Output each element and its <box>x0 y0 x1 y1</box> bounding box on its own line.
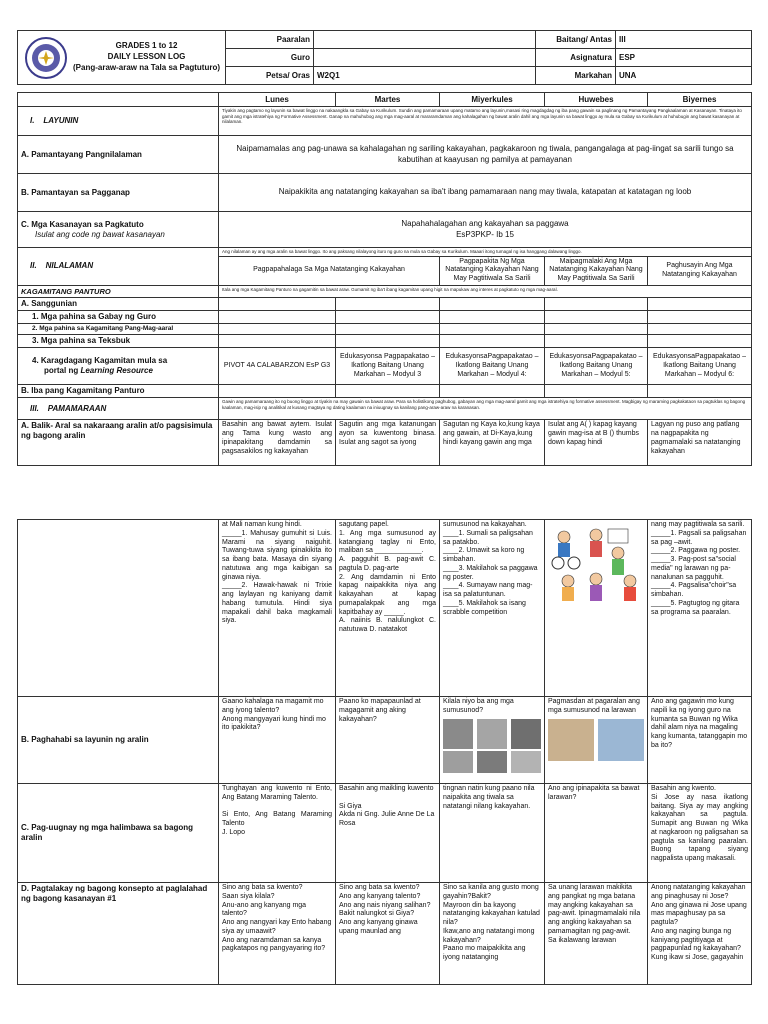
photo-6 <box>511 751 541 773</box>
sanggunian-c2 <box>336 298 440 311</box>
pamamaraan-note: Gawin ang pamamaraang ito ng buong linggo at tiyakin na may gawain sa bawat araw. Para sa holistikong paghubog, gabayan ang mga mag-aaral gamit ang mga istratehiya ng formative assessment. Magbigay ng maraming pagkakataon sa pagtuklas ng bagong kaalaman, mag-isip ng analitikal at kusang magtaya ng dating kaalaman na iniuugnay sa kanilang pang-araw-araw na karanasan. <box>219 398 752 420</box>
gabay-guro-label: 1. Mga pahina sa Gabay ng Guro <box>18 311 219 324</box>
km-c2 <box>336 324 440 335</box>
paaralan-label: Paaralan <box>226 31 314 49</box>
sanggunian-c5 <box>648 298 752 311</box>
sanggunian-label: A. Sanggunian <box>18 298 219 311</box>
pamantayang-pangnilalaman-label: A. Pamantayang Pangnilalaman <box>18 136 219 174</box>
markahan-value[interactable]: UNA <box>616 67 752 85</box>
nilalaman-biyernes: Paghusayin Ang Mga Natatanging Kakayahan <box>648 256 752 285</box>
day-martes: Martes <box>336 93 440 107</box>
pamantayan-pagganap-text: Naipakikita ang natatanging kakayahan sa iba't ibang pamamaraan nang may tiwala, katapatan at katatagan ng loob <box>219 174 752 212</box>
header-title-cell <box>18 31 226 85</box>
nilalaman-huwebes: Maipagmalaki Ang Mga Natatanging Kakayahan Nang May Pagtitiwala Sa Sarili <box>545 256 648 285</box>
day-huwebes: Huwebes <box>545 93 648 107</box>
paaralan-value[interactable] <box>314 31 536 49</box>
kasanayan-label <box>18 212 219 248</box>
lr-line1: 4. Karagdagang Kagamitan mula sa <box>32 356 168 366</box>
pamantayang-pangnilalaman-text: Naipamamalas ang pag-unawa sa kahalagahan ng sariling kakayahan, pagkakaroon ng tiwala, pangangalaga at pag-iingat sa sarili tungo sa kabutihan at kaayusan ng pamilya at pamayanan <box>219 136 752 174</box>
layunin-text: LAYUNIN <box>43 116 79 125</box>
nilalaman-lunes-martes: Pagpapahalaga Sa Mga Natatanging Kakayahan <box>219 256 440 285</box>
nilalaman-note: Ang nilalaman ay ang mga aralin sa bawat linggo. Ito ang paksang nilalayong ituro ng guro na mula sa Gabay sa Kurikulum. Maaari itong tumagal ng isa hanggang dalawang linggo. <box>219 248 752 257</box>
km-c1 <box>219 324 336 335</box>
day-miyerkules: Miyerkules <box>440 93 545 107</box>
pag-uugnay-label: C. Pag-uugnay ng mga halimbawa sa bagong aralin <box>18 784 219 883</box>
title-subtitle: (Pang-araw-araw na Tala sa Pagtuturo) <box>73 62 220 72</box>
pag-uugnay-huwebes: Ano ang ipinapakita sa bawat larawan? <box>545 784 648 883</box>
sanggunian-c3 <box>440 298 545 311</box>
lr-martes: Edukasyonsa Pagpapakatao – Ikatlong Baitang Unang Markahan – Modyul 3 <box>336 348 440 385</box>
pictures-larawan <box>548 719 644 761</box>
balik-aral-cont-label <box>18 520 219 697</box>
day-lunes: Lunes <box>219 93 336 107</box>
photo-4 <box>443 751 473 773</box>
layunin-num: I. <box>30 116 35 125</box>
km-c4 <box>545 324 648 335</box>
gabay-c3 <box>440 311 545 324</box>
guro-value[interactable] <box>314 49 536 67</box>
balik-aral-martes: Sagutin ang mga katanungan ayon sa kuwentong binasa. Isulat ang sagot sa iyong <box>336 420 440 466</box>
balik-aral-cont-miyerkules: sumusunod na kakayahan. ____1. Sumali sa paligsahan sa patakbo. ____2. Umawit sa koro ng simbahan. ____3. Makilahok sa paggawa ng poster. ____4. Sumayaw nang mag-isa sa palatuntunan. ____5. Makilahok sa isang scrabble competition <box>440 520 545 697</box>
layunin-note: Tiyakin ang pagtamo ng layunin sa bawat linggo na nakaangkla sa Gabay sa Kurikulum. Sundin ang pamamaraan upang matamo ang layunin,masasi ring magdagdag ng iba pang gawain sa paglinang ng Pamantayang Pangkaalaman at Kasanayan. Tinataya ito gamit ang mga istratehiya ng Formative Assessment. Ganap na mahuhubog ang mga mag-aaral at mararamdaman ang kahalagahan ng bawat aralin dahil ang mga layunin sa bawat linggo ay mula sa Gabay sa Kurikulum at huhubugin ang bawat kasanayan at nilalaman. <box>219 107 752 136</box>
lesson-table-page1 <box>17 92 751 466</box>
balik-aral-cont-lunes: at Mali naman kung hindi. _____1. Mahusay gumuhit si Luis. Marami na siyang naiguhit. Tuwang-tuwa siyang ipinakikita ito sa ibang bata. Masaya din siyang natutuwa ang mga kaibigan sa ginawa niya. _____2. Hawak-hawak ni Trixie ang laylayan ng kaniyang damit habang tumutula. Hindi siya mapakali dahil baka magkamali siya. <box>219 520 336 697</box>
paghahabi-biyernes: Ano ang gagawin mo kung napili ka ng iyong guro na kumanta sa Buwan ng Wika dahil alam niya na magaling kang kumanta, tatanggapin mo ba ito? <box>648 697 752 784</box>
lr-italic: Learning Resource <box>80 366 153 376</box>
paghahabi-lunes: Gaano kahalaga na magamit mo ang iyong talento? Anong mangyayari kung hindi mo ito ipakikita? <box>219 697 336 784</box>
pagtalakay-miyerkules: Sino sa kanila ang gusto mong gayahin?Bakit? Mayroon din ba kayong natatanging kakayahan katulad nila? Ikaw,ano ang natatangi mong kakayahan? Paano mo maipakikita ang iyong natatanging <box>440 883 545 985</box>
pamamaraan-label <box>18 398 219 420</box>
ib-c2 <box>336 385 440 398</box>
picture-2 <box>598 719 644 761</box>
petsa-value[interactable]: W2Q1 <box>314 67 536 85</box>
lr-lunes: PIVOT 4A CALABARZON EsP G3 <box>219 348 336 385</box>
balik-aral-miyerkules: Sagutan ng Kaya ko,kung kaya ang gawain, at Di-Kaya,kung hindi kayang gawin ang mga <box>440 420 545 466</box>
km-c3 <box>440 324 545 335</box>
tb-c1 <box>219 335 336 348</box>
sanggunian-c1 <box>219 298 336 311</box>
pagtalakay-martes: Sino ang bata sa kwento? Ano ang kanyang talento? Ano ang nais niyang salihan? Bakit nalungkot si Giya? Ano ang kanyang ginawa upang maunlad ang <box>336 883 440 985</box>
lesson-table-continued <box>17 519 752 985</box>
picture-1 <box>548 719 594 761</box>
balik-aral-lunes: Basahin ang bawat aytem. Isulat ang Tama kung wasto ang ipinapakitang damdamin sa pagsasakilos ng kakayahan <box>219 420 336 466</box>
markahan-label: Markahan <box>536 67 616 85</box>
pagtalakay-lunes: Sino ang bata sa kwento? Saan siya kilala? Anu-ano ang kanyang mga talento? Ano ang nangyari kay Ento habang siya ay umaawit? Ano ang naramdaman sa kanya pagkatapos ng pangyayaring ito? <box>219 883 336 985</box>
baitang-label: Baitang/ Antas <box>536 31 616 49</box>
teksbuk-label: 3. Mga pahina sa Teksbuk <box>18 335 219 348</box>
balik-aral-biyernes: Lagyan ng puso ang patlang na nagpapakita ng pagmamalaki sa natatanging kakayahan <box>648 420 752 466</box>
lr-miyerkules: EdukasyonsaPagpapakatao – Ikatlong Baitang Unang Markahan – Modyul 4: <box>440 348 545 385</box>
gabay-c1 <box>219 311 336 324</box>
kasanayan-desc: Napahahalagahan ang kakayahan sa paggawa <box>401 218 569 228</box>
baitang-value[interactable]: III <box>616 31 752 49</box>
lesson-table-page2 <box>17 519 751 985</box>
ib-c1 <box>219 385 336 398</box>
paghahabi-miyerkules <box>440 697 545 784</box>
lr-line2 <box>32 366 215 376</box>
paghahabi-miyerkules-text: Kilala niyo ba ang mga sumusunod? <box>443 698 514 714</box>
kagamitan-text: KAGAMITANG PANTURO <box>21 286 111 296</box>
day-biyernes: Biyernes <box>648 93 752 107</box>
kagamitang-mag-aaral-label: 2. Mga pahina sa Kagamitang Pang-Mag-aaral <box>18 324 219 335</box>
paghahabi-label: B. Paghahabi sa layunin ng aralin <box>18 697 219 784</box>
children-activities-illustration <box>548 523 644 603</box>
ib-c3 <box>440 385 545 398</box>
paghahabi-martes: Paano ko mapapaunlad at magagamit ang aking kakayahan? <box>336 697 440 784</box>
nilalaman-text: NILALAMAN <box>45 261 94 271</box>
kagamitan-label <box>18 285 219 297</box>
nilalaman-label <box>18 248 219 286</box>
sanggunian-c4 <box>545 298 648 311</box>
lr-huwebes: EdukasyonsaPagpapakatao – Ikatlong Baitang Unang Markahan – Modyul 5: <box>545 348 648 385</box>
photo-3 <box>511 719 541 749</box>
pamantayan-pagganap-label: B. Pamantayan sa Pagganap <box>18 174 219 212</box>
tb-c3 <box>440 335 545 348</box>
kasanayan-code: EsP3PKP- Ib 15 <box>456 229 514 239</box>
pag-uugnay-miyerkules: tingnan natin kung paano nila naipakita ang tiwala sa natatangi nilang kakayahan. <box>440 784 545 883</box>
photo-1 <box>443 719 473 749</box>
nilalaman-num: II. <box>30 261 37 271</box>
pamamaraan-num: III. <box>30 403 39 413</box>
kasanayan-title: C. Mga Kasanayan sa Pagkatuto <box>21 219 144 229</box>
lesson-table <box>17 92 752 466</box>
photo-5 <box>477 751 507 773</box>
ib-c4 <box>545 385 648 398</box>
lr-portal: portal ng <box>44 366 81 376</box>
title-dll: DAILY LESSON LOG <box>107 52 186 62</box>
tb-c5 <box>648 335 752 348</box>
nilalaman-miyerkules: Pagpapakita Ng Mga Natatanging Kakayahan Nang May Pagtitiwala Sa Sarili <box>440 256 545 285</box>
pagtalakay-label: D. Pagtalakay ng bagong konsepto at paglalahad ng bagong kasanayan #1 <box>18 883 219 985</box>
kagamitan-note: Itala ang mga Kagamitang Panturo na gagamitin sa bawat araw. Gumamit ng iba't ibang kagamitan upang higit na mapukaw ang interes at pagkatuto ng mga mag-aaral. <box>219 285 752 297</box>
gabay-c2 <box>336 311 440 324</box>
gabay-c4 <box>545 311 648 324</box>
kasanayan-text <box>219 212 752 248</box>
balik-aral-huwebes: Isulat ang A( ) kapag kayang gawin mag-isa at B () thumbs down kapag hindi <box>545 420 648 466</box>
iba-pang-kagamitan-label: B. Iba pang Kagamitang Panturo <box>18 385 219 398</box>
balik-aral-cont-martes: sagutang papel. 1. Ang mga sumusunod ay katangiang taglay ni Ento, maliban sa ____________. A. pagguhit B. pag-awit C. pagtula D. pag-arte 2. Ang damdamin ni Ento kapag naipakikita niya ang kakayahan at kapag pumapalakpak ang mga kapitbahay ay _____. A. naiinis B. nalulungkot C. natutuwa D. natatakot <box>336 520 440 697</box>
pagtalakay-huwebes: Sa unang larawan makikita ang pangkat ng mga batana may angking kakayahan sa pag-awit. Ipinagmamalaki nila ang angking kakayahan sa pamamagitan ng pag-awit. Sa ikalawang larawan <box>545 883 648 985</box>
paghahabi-huwebes-text: Pagmasdan at pagaralan ang mga sumusunod na larawan <box>548 698 640 714</box>
paghahabi-huwebes <box>545 697 648 784</box>
gabay-c5 <box>648 311 752 324</box>
title-grades: GRADES 1 to 12 <box>115 41 178 51</box>
pag-uugnay-martes: Basahin ang maikling kuwento Si Giya Akda ni Gng. Julie Anne De La Rosa <box>336 784 440 883</box>
header-table <box>17 30 752 85</box>
tb-c4 <box>545 335 648 348</box>
lr-biyernes: EdukasyonsaPagpapakatao – Ikatlong Baitang Unang Markahan – Modyul 6: <box>648 348 752 385</box>
asignatura-label: Asignatura <box>536 49 616 67</box>
balik-aral-cont-biyernes: nang may pagtitiwala sa sarili. _____1. Pagsali sa paligsahan sa pag –awit. _____2. Paggawa ng poster. _____3. Pag-post sa"social media" ng larawan ng pa-nanalunan sa pagguhit. _____4. Pagsalisa"choir"sa simbahan. _____5. Pagtugtog ng gitara sa programa sa paaralan. <box>648 520 752 697</box>
photo-2 <box>477 719 507 749</box>
pag-uugnay-biyernes: Basahin ang kwento. Si Jose ay nasa ikatlong baitang. Siya ay may angking kakayahan sa pagtula. Sumapit ang Buwan ng Wika at nagkaroon ng paligsahan sa pagtula sa kanilang paaralan. Buong tapang siyang nagpalista upang makasali. <box>648 784 752 883</box>
deped-seal-icon <box>24 36 68 80</box>
guro-label: Guro <box>226 49 314 67</box>
km-c5 <box>648 324 752 335</box>
pag-uugnay-lunes: Tunghayan ang kuwento ni Ento, Ang Batang Maraming Talento. Si Ento, Ang Batang Maraming Talento J. Lopo <box>219 784 336 883</box>
asignatura-value[interactable]: ESP <box>616 49 752 67</box>
pagtalakay-biyernes: Anong natatanging kakayahan ang pinaghusay ni Jose? Ano ang ginawa ni Jose upang mas mapaghusay pa sa pagtula? Ano ang naging bunga ng kaniyang pagtitiyaga at pagpapunlad ng kakayahan? Kung ikaw si Jose, gagayahin <box>648 883 752 985</box>
kasanayan-sublabel: Isulat ang code ng bawat kasanayan <box>35 229 165 239</box>
pamamaraan-text: PAMAMARAAN <box>47 403 107 413</box>
header-block <box>17 30 751 85</box>
tb-c2 <box>336 335 440 348</box>
corner-cell <box>18 93 219 107</box>
learning-resource-label <box>18 348 219 385</box>
petsa-label: Petsa/ Oras <box>226 67 314 85</box>
layunin-label <box>18 107 219 136</box>
balik-aral-cont-huwebes <box>545 520 648 697</box>
famous-people-photos <box>443 719 541 773</box>
ib-c5 <box>648 385 752 398</box>
balik-aral-label: A. Balik- Aral sa nakaraang aralin at/o pagsisimula ng bagong aralin <box>18 420 219 466</box>
